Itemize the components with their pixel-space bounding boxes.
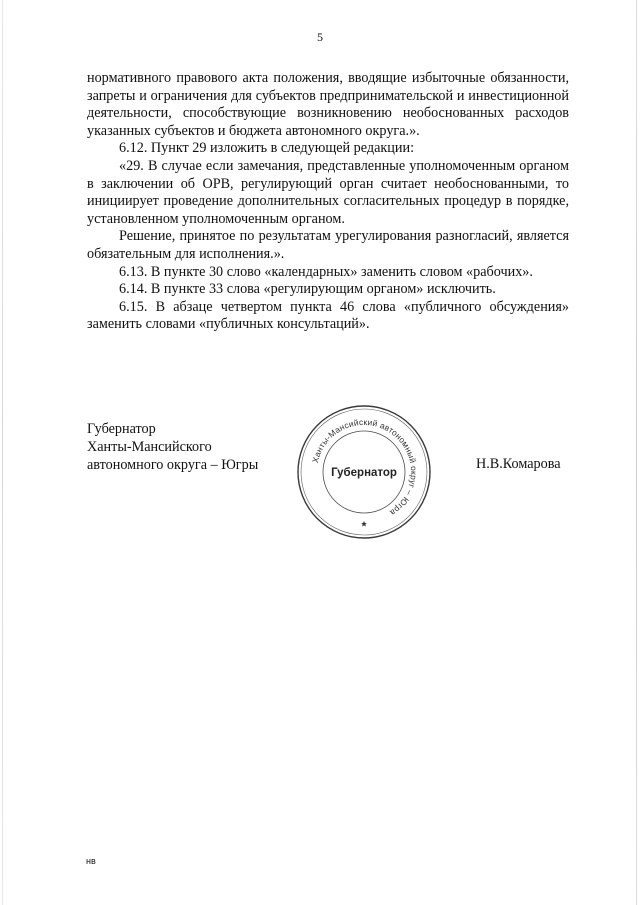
paragraph-continuation: нормативного правового акта положения, вводящие избыточные обязанности, запреты и ограничения для субъектов предпринимательской и инвестиционной деятельности, способствующие возникновению необоснованных расходов указанных субъектов и бюджета автономного округа.». <box>87 70 569 139</box>
scan-edge-left <box>2 0 3 905</box>
document-footer-code: нв <box>86 856 96 866</box>
scan-edge-right <box>636 0 637 905</box>
signatory-title-line: Губернатор <box>87 421 156 437</box>
signatory-title <box>87 421 258 474</box>
seal-center-label: Губернатор <box>331 467 397 479</box>
seal-ring-text: Ханты-Мансийский автономный округ – Югра <box>309 416 420 519</box>
official-seal-stamp <box>296 404 432 540</box>
paragraph-item-6-15: 6.15. В абзаце четвертом пункта 46 слова «публичного обсуждения» заменить словами «публичных консультаций». <box>87 298 569 333</box>
signatory-title-line: Ханты-Мансийского <box>87 438 212 455</box>
paragraph-quote-29: «29. В случае если замечания, представленные уполномоченным органом в заключении об ОРВ, регулирующий орган считает необоснованными, то инициирует проведение дополнительных согласительных процедур в порядке, установленном уполномоченным органом. <box>87 157 569 227</box>
document-body <box>87 70 569 334</box>
paragraph-item-6-14: 6.14. В пункте 33 слова «регулирующим органом» исключить. <box>119 281 496 298</box>
page-number: 5 <box>317 30 323 44</box>
paragraph-item-6-13: 6.13. В пункте 30 слово «календарных» заменить словом «рабочих». <box>119 263 533 280</box>
paragraph-item-6-12: 6.12. Пункт 29 изложить в следующей редакции: <box>119 140 415 157</box>
paragraph-decision: Решение, принятое по результатам урегулирования разногласий, является обязательным для исполнения.». <box>87 228 569 262</box>
signer-name: Н.В.Комарова <box>476 456 561 472</box>
seal-star-icon <box>361 521 367 527</box>
signatory-title-line: автономного округа – Югры <box>87 456 259 473</box>
